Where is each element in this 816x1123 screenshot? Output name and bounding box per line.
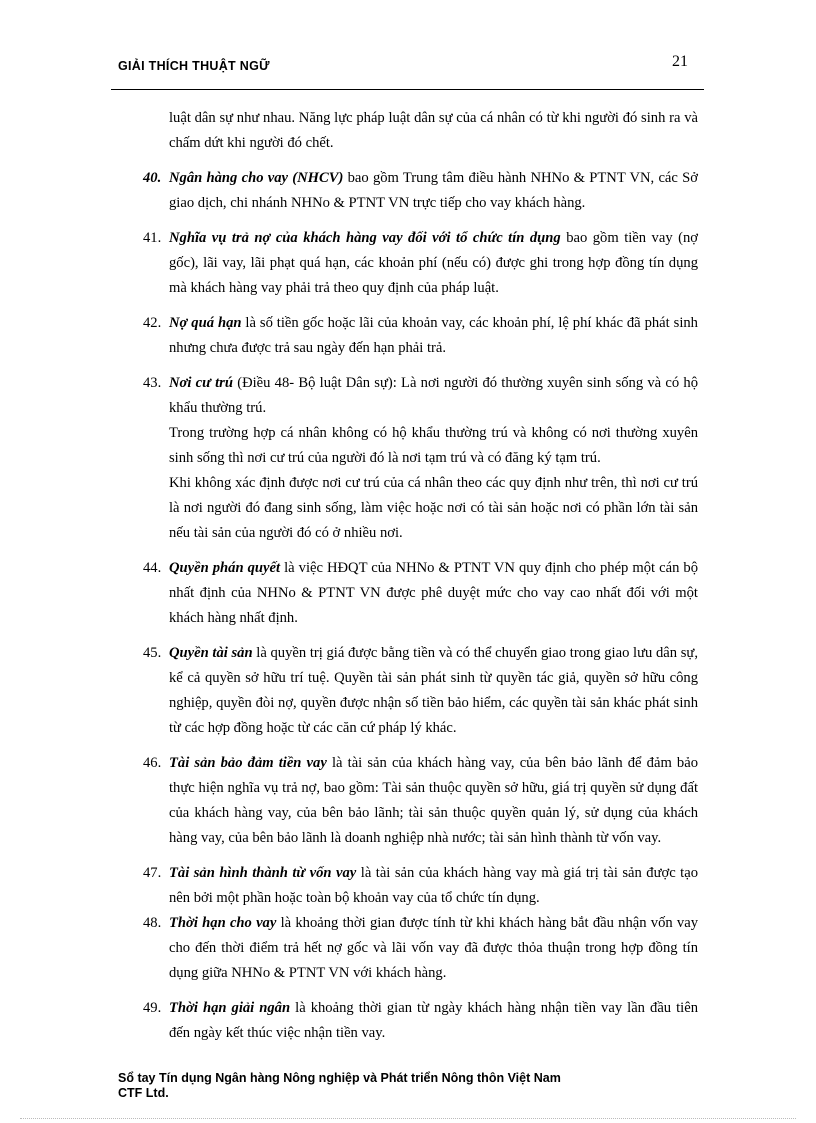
entry-number: 48. xyxy=(143,915,162,931)
entry-number: 46. xyxy=(143,755,162,771)
footer-title: Sổ tay Tín dụng Ngân hàng Nông nghiệp và Phát triển Nông thôn Việt Nam xyxy=(118,1071,561,1085)
glossary-entry-41 xyxy=(143,226,698,301)
entry-definition: là khoảng thời gian từ ngày khách hàng nhận tiền vay lần đầu tiên đến ngày kết thúc việc nhận tiền vay. xyxy=(169,1000,699,1041)
entry-number: 49. xyxy=(143,1000,162,1016)
glossary-entry-42 xyxy=(143,311,698,361)
entry-definition: là tài sản của khách hàng vay mà giá trị tài sản được tạo nên bởi một phần hoặc toàn bộ khoản vay của tổ chức tín dụng. xyxy=(169,865,698,906)
entry-definition-paragraph: Trong trường hợp cá nhân không có hộ khẩu thường trú và không có nơi thường xuyên sinh sống thì nơi cư trú của người đó là nơi tạm trú và có đăng ký tạm trú. xyxy=(169,425,698,466)
entry-definition: là khoảng thời gian được tính từ khi khách hàng bắt đầu nhận vốn vay cho đến thời điểm trả hết nợ gốc và lãi vốn vay đã được thỏa thuận trong hợp đồng tín dụng giữa NHNo & PTNT VN với khách hàng. xyxy=(169,915,698,981)
glossary-entry-49 xyxy=(143,996,699,1046)
entry-number: 45. xyxy=(143,645,162,661)
footer-company: CTF Ltd. xyxy=(118,1086,169,1100)
glossary-entry-47 xyxy=(143,861,698,911)
entry-term: Quyền phán quyết xyxy=(169,560,281,576)
entry-definition: là số tiền gốc hoặc lãi của khoản vay, các khoản phí, lệ phí khác đã phát sinh nhưng chưa được trả sau ngày đến hạn phải trả. xyxy=(169,315,698,356)
header-divider xyxy=(111,89,704,90)
running-header-title: GIẢI THÍCH THUẬT NGỮ xyxy=(118,59,270,73)
entry-term: Thời hạn cho vay xyxy=(169,915,277,931)
entry-number: 41. xyxy=(143,230,162,246)
entry-term: Thời hạn giải ngân xyxy=(169,1000,291,1016)
entry-term: Ngân hàng cho vay (NHCV) xyxy=(169,170,344,186)
glossary-entry-46 xyxy=(143,751,698,851)
entry-term: Quyền tài sản xyxy=(169,645,253,661)
glossary-entry-45 xyxy=(143,641,698,741)
entry-number: 44. xyxy=(143,560,162,576)
page-footer xyxy=(118,1071,561,1101)
entry-number: 40. xyxy=(143,170,162,186)
entry-definition: (Điều 48- Bộ luật Dân sự): Là nơi người đó thường xuyên sinh sống và có hộ khẩu thường trú. xyxy=(169,375,698,416)
entry-number: 42. xyxy=(143,315,162,331)
page-number: 21 xyxy=(672,53,688,70)
entry-number: 47. xyxy=(143,865,162,881)
continued-paragraph: luật dân sự như nhau. Năng lực pháp luật dân sự của cá nhân có từ khi người đó sinh ra và chấm dứt khi người đó chết. xyxy=(169,110,698,151)
glossary-entry-43 xyxy=(143,371,698,546)
glossary-entry-40 xyxy=(143,166,698,216)
footer-dotted-rule xyxy=(20,1118,796,1119)
entry-number: 43. xyxy=(143,375,162,391)
entry-definition: là tài sản của khách hàng vay, của bên bảo lãnh để đảm bảo thực hiện nghĩa vụ trả nợ, bao gồm: Tài sản thuộc quyền sở hữu, giá trị quyền sử dụng đất của khách hàng vay, của bên bảo lãnh; tài sản thuộc quyền quản lý, sử dụng của khách hàng vay, của bên bảo lãnh là doanh nghiệp nhà nước; tài sản hình thành từ vốn vay. xyxy=(169,755,698,846)
glossary-entry-44 xyxy=(143,556,698,631)
glossary-entry-48 xyxy=(143,911,698,986)
entry-term: Nghĩa vụ trả nợ của khách hàng vay đối với tổ chức tín dụng xyxy=(169,230,561,246)
entry-definition: bao gồm Trung tâm điều hành NHNo & PTNT VN, các Sở giao dịch, chi nhánh NHNo & PTNT VN trực tiếp cho vay khách hàng. xyxy=(169,170,698,211)
document-body xyxy=(143,106,699,1046)
entry-definition: bao gồm tiền vay (nợ gốc), lãi vay, lãi phạt quá hạn, các khoản phí (nếu có) được ghi trong hợp đồng tín dụng mà khách hàng vay phải trả theo quy định của pháp luật. xyxy=(169,230,698,296)
entry-term: Nơi cư trú xyxy=(169,375,233,391)
entry-definition-paragraph: Khi không xác định được nơi cư trú của cá nhân theo các quy định như trên, thì nơi cư trú là nơi người đó đang sinh sống, làm việc hoặc nơi có tài sản hoặc nơi có phần lớn tài sản nếu tài sản của người đó có ở nhiều nơi. xyxy=(169,475,698,541)
entry-term: Tài sản hình thành từ vốn vay xyxy=(169,865,357,881)
entry-term: Tài sản bảo đảm tiền vay xyxy=(169,755,327,771)
entry-definition: là quyền trị giá được bằng tiền và có thể chuyển giao trong giao lưu dân sự, kể cả quyền sở hữu trí tuệ. Quyền tài sản phát sinh từ quyền tác giả, quyền sở hữu công nghiệp, quyền đòi nợ, quyền được nhận số tiền bảo hiểm, các quyền tài sản khác phát sinh từ các hợp đồng hoặc từ các căn cứ pháp lý khác. xyxy=(169,645,698,736)
entry-definition: là việc HĐQT của NHNo & PTNT VN quy định cho phép một cán bộ nhất định của NHNo & PTNT VN được phê duyệt mức cho vay cao nhất đối với một khách hàng nhất định. xyxy=(169,560,698,626)
entry-term: Nợ quá hạn xyxy=(169,315,242,331)
